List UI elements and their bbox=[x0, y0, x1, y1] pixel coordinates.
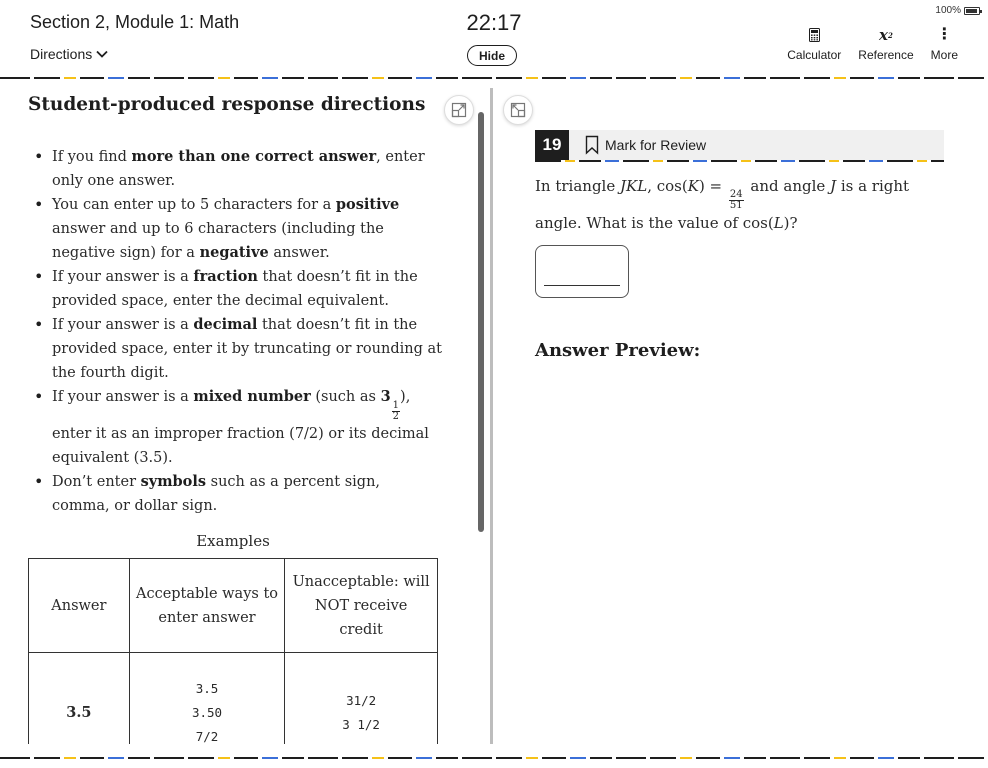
reference-icon: x 2 bbox=[879, 26, 893, 44]
battery-icon bbox=[964, 7, 980, 15]
question-header bbox=[535, 130, 944, 160]
hide-timer-button[interactable]: Hide bbox=[467, 45, 517, 66]
mark-for-review-label: Mark for Review bbox=[605, 137, 707, 153]
directions-label: Directions bbox=[30, 46, 93, 62]
table-row bbox=[29, 653, 438, 745]
collapse-icon bbox=[510, 102, 526, 118]
question-text: In triangle JKL, cos(K) = $\frac{24}{51}$ and angle J is a right angle. What is the value of cos(L)? bbox=[535, 177, 910, 232]
table-header-row bbox=[29, 559, 438, 653]
toolbar bbox=[787, 26, 958, 62]
table-cell-unacceptable: 31/2 3 1/2 bbox=[285, 653, 438, 745]
more-button[interactable] bbox=[931, 26, 958, 62]
answer-input-box[interactable] bbox=[535, 245, 629, 298]
more-vertical-icon: ⋮ bbox=[936, 26, 953, 43]
header-divider bbox=[0, 77, 988, 79]
table-cell-answer: 3.5 bbox=[29, 653, 130, 745]
fraction: $\frac{24}{51}$ bbox=[729, 189, 743, 211]
question-divider bbox=[535, 160, 944, 162]
more-label: More bbox=[930, 48, 958, 62]
mark-for-review-button[interactable] bbox=[585, 135, 706, 155]
list-item: • You can enter up to 5 characters for a positive answer and up to 6 characters (including the negative sign) for a negative answer. bbox=[32, 193, 442, 265]
calculator-button[interactable] bbox=[787, 26, 841, 62]
examples-table bbox=[28, 558, 438, 744]
answer-preview-label: Answer Preview: bbox=[535, 340, 701, 361]
reference-button[interactable] bbox=[858, 26, 913, 62]
list-item: • If your answer is a fraction that doesn’t fit in the provided space, enter the decimal equivalent. bbox=[32, 265, 442, 313]
calculator-icon bbox=[809, 26, 820, 44]
battery-indicator bbox=[935, 5, 980, 16]
expand-pane-button[interactable] bbox=[444, 95, 474, 125]
list-item: • If your answer is a decimal that doesn’t fit in the provided space, enter it by truncating or rounding at the fourth digit. bbox=[32, 313, 442, 385]
directions-list bbox=[32, 145, 442, 518]
scrollbar[interactable] bbox=[478, 112, 484, 532]
mixed-number: 3 bbox=[380, 388, 391, 405]
directions-heading: Student-produced response directions bbox=[28, 94, 426, 115]
battery-percent: 100% bbox=[935, 5, 961, 16]
list-item: • If you find more than one correct answer, enter only one answer. bbox=[32, 145, 442, 193]
table-header: Answer bbox=[29, 559, 130, 653]
directions-toggle[interactable] bbox=[30, 46, 108, 62]
examples-caption: Examples bbox=[196, 532, 270, 550]
reference-label: Reference bbox=[858, 48, 914, 62]
list-item: • If your answer is a mixed number (such as 3 $\frac{1}{2}$ ), enter it as an improper fraction (7/2) or its decimal equivalent (3.5). bbox=[32, 385, 442, 470]
answer-underline bbox=[544, 285, 620, 286]
mixed-fraction: $\frac{1}{2}$ bbox=[392, 400, 400, 422]
table-cell-acceptable: 3.5 3.50 7/2 bbox=[129, 653, 285, 745]
pane-divider[interactable] bbox=[490, 88, 493, 744]
list-item: • Don’t enter symbols such as a percent sign, comma, or dollar sign. bbox=[32, 470, 442, 518]
table-header: Unacceptable: will NOT receive credit bbox=[285, 559, 438, 653]
bookmark-icon bbox=[585, 135, 599, 155]
timer: 22:17 bbox=[466, 10, 522, 35]
directions-pane bbox=[0, 80, 488, 744]
calculator-label: Calculator bbox=[787, 48, 842, 62]
chevron-down-icon bbox=[96, 50, 108, 58]
expand-icon bbox=[451, 102, 467, 118]
answer-input[interactable] bbox=[544, 262, 620, 284]
table-header: Acceptable ways to enter answer bbox=[129, 559, 285, 653]
question-number: 19 bbox=[535, 130, 569, 160]
footer-divider bbox=[0, 757, 988, 759]
collapse-pane-button[interactable] bbox=[503, 95, 533, 125]
section-title: Section 2, Module 1: Math bbox=[30, 12, 240, 32]
